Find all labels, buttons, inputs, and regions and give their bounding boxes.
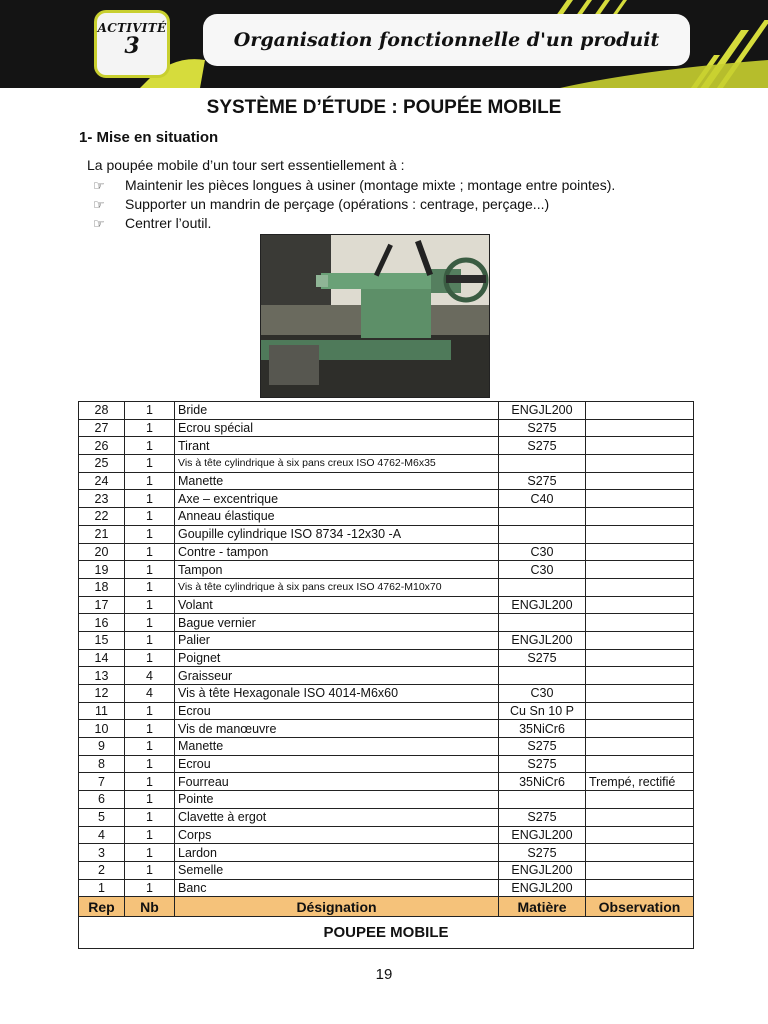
header-designation: Désignation — [175, 897, 499, 917]
table-row — [79, 508, 694, 526]
cell-matiere — [499, 614, 586, 632]
cell-nb: 1 — [125, 649, 175, 667]
cell-observation — [586, 437, 694, 455]
bullet-text: Supporter un mandrin de perçage (opérations : centrage, perçage...) — [125, 196, 550, 212]
cell-nb: 1 — [125, 419, 175, 437]
pointing-hand-icon: ☞ — [93, 216, 105, 231]
tailstock-photo — [260, 234, 490, 398]
cell-observation — [586, 543, 694, 561]
cell-designation: Palier — [175, 631, 499, 649]
cell-rep: 2 — [79, 861, 125, 879]
header-nb: Nb — [125, 897, 175, 917]
cell-matiere: ENGJL200 — [499, 861, 586, 879]
cell-matiere: 35NiCr6 — [499, 720, 586, 738]
pointing-hand-icon: ☞ — [93, 178, 105, 193]
cell-matiere — [499, 578, 586, 596]
cell-designation: Tampon — [175, 561, 499, 579]
table-row — [79, 808, 694, 826]
cell-matiere — [499, 508, 586, 526]
cell-designation: Pointe — [175, 791, 499, 809]
intro-text: La poupée mobile d’un tour sert essentiellement à : — [87, 157, 405, 173]
cell-nb: 1 — [125, 808, 175, 826]
cell-designation: Graisseur — [175, 667, 499, 685]
cell-matiere: 35NiCr6 — [499, 773, 586, 791]
cell-observation — [586, 525, 694, 543]
tailstock-illustration — [261, 235, 489, 397]
table-row — [79, 437, 694, 455]
header-rep: Rep — [79, 897, 125, 917]
cell-nb: 1 — [125, 578, 175, 596]
table-row — [79, 472, 694, 490]
cell-designation: Clavette à ergot — [175, 808, 499, 826]
cell-matiere: C30 — [499, 685, 586, 703]
cell-observation — [586, 861, 694, 879]
cell-rep: 16 — [79, 614, 125, 632]
cell-designation: Volant — [175, 596, 499, 614]
table-row — [79, 543, 694, 561]
cell-nb: 1 — [125, 472, 175, 490]
cell-observation — [586, 720, 694, 738]
cell-designation: Fourreau — [175, 773, 499, 791]
parts-list-table — [78, 401, 694, 949]
table-row — [79, 844, 694, 862]
cell-observation — [586, 578, 694, 596]
cell-matiere: S275 — [499, 808, 586, 826]
cell-nb: 4 — [125, 685, 175, 703]
cell-observation — [586, 631, 694, 649]
cell-rep: 22 — [79, 508, 125, 526]
page-number: 19 — [375, 966, 393, 983]
pointing-hand-icon: ☞ — [93, 197, 105, 212]
cell-nb: 1 — [125, 508, 175, 526]
cell-rep: 27 — [79, 419, 125, 437]
cell-matiere: S275 — [499, 844, 586, 862]
table-row — [79, 631, 694, 649]
header-title-box — [203, 14, 690, 66]
table-header-row — [79, 897, 694, 917]
bullet-list — [93, 176, 615, 233]
cell-nb: 1 — [125, 402, 175, 420]
cell-rep: 19 — [79, 561, 125, 579]
cell-nb: 1 — [125, 490, 175, 508]
table-row — [79, 525, 694, 543]
cell-rep: 18 — [79, 578, 125, 596]
cell-rep: 7 — [79, 773, 125, 791]
table-row — [79, 738, 694, 756]
table-row — [79, 879, 694, 897]
table-row — [79, 614, 694, 632]
cell-matiere: ENGJL200 — [499, 826, 586, 844]
cell-observation — [586, 844, 694, 862]
cell-matiere: S275 — [499, 419, 586, 437]
table-row — [79, 861, 694, 879]
table-row — [79, 578, 694, 596]
header-observation: Observation — [586, 897, 694, 917]
table-row — [79, 826, 694, 844]
cell-designation: Contre - tampon — [175, 543, 499, 561]
cell-observation — [586, 667, 694, 685]
bullet-text: Centrer l’outil. — [125, 215, 212, 231]
cell-rep: 17 — [79, 596, 125, 614]
cell-designation: Anneau élastique — [175, 508, 499, 526]
cell-nb: 1 — [125, 844, 175, 862]
table-row — [79, 667, 694, 685]
cell-nb: 1 — [125, 755, 175, 773]
table-footer-row — [79, 917, 694, 949]
header-band — [0, 0, 768, 88]
cell-observation — [586, 738, 694, 756]
cell-designation: Lardon — [175, 844, 499, 862]
table-row — [79, 455, 694, 473]
cell-observation — [586, 561, 694, 579]
cell-matiere: ENGJL200 — [499, 879, 586, 897]
cell-nb: 1 — [125, 455, 175, 473]
list-item — [93, 214, 615, 233]
cell-designation: Manette — [175, 472, 499, 490]
cell-rep: 1 — [79, 879, 125, 897]
cell-matiere: ENGJL200 — [499, 596, 586, 614]
cell-nb: 1 — [125, 720, 175, 738]
table-row — [79, 402, 694, 420]
bullet-text: Maintenir les pièces longues à usiner (montage mixte ; montage entre pointes). — [125, 177, 616, 193]
cell-observation — [586, 826, 694, 844]
table-row — [79, 490, 694, 508]
cell-observation — [586, 649, 694, 667]
badge-number: 3 — [124, 33, 140, 59]
cell-nb: 1 — [125, 791, 175, 809]
cell-matiere — [499, 525, 586, 543]
page-title: SYSTÈME D’ÉTUDE : POUPÉE MOBILE — [206, 97, 562, 118]
table-row — [79, 419, 694, 437]
cell-rep: 20 — [79, 543, 125, 561]
cell-designation: Vis à tête Hexagonale ISO 4014-M6x60 — [175, 685, 499, 703]
cell-observation — [586, 614, 694, 632]
cell-designation: Ecrou — [175, 702, 499, 720]
cell-rep: 5 — [79, 808, 125, 826]
cell-rep: 11 — [79, 702, 125, 720]
cell-observation — [586, 490, 694, 508]
cell-nb: 4 — [125, 667, 175, 685]
cell-matiere: ENGJL200 — [499, 402, 586, 420]
table-row — [79, 755, 694, 773]
activity-badge — [94, 10, 170, 78]
table-row — [79, 685, 694, 703]
cell-observation — [586, 755, 694, 773]
cell-rep: 15 — [79, 631, 125, 649]
cell-nb: 1 — [125, 861, 175, 879]
cell-observation — [586, 791, 694, 809]
cell-designation: Semelle — [175, 861, 499, 879]
cell-matiere: S275 — [499, 738, 586, 756]
cell-nb: 1 — [125, 525, 175, 543]
list-item — [93, 176, 615, 195]
cell-rep: 28 — [79, 402, 125, 420]
cell-nb: 1 — [125, 437, 175, 455]
cell-designation: Tirant — [175, 437, 499, 455]
cell-matiere: C30 — [499, 561, 586, 579]
cell-designation: Vis de manœuvre — [175, 720, 499, 738]
cell-rep: 6 — [79, 791, 125, 809]
cell-matiere: C30 — [499, 543, 586, 561]
cell-nb: 1 — [125, 738, 175, 756]
cell-matiere — [499, 455, 586, 473]
cell-matiere: S275 — [499, 472, 586, 490]
cell-observation — [586, 808, 694, 826]
cell-rep: 13 — [79, 667, 125, 685]
cell-designation: Ecrou spécial — [175, 419, 499, 437]
cell-rep: 26 — [79, 437, 125, 455]
cell-nb: 1 — [125, 543, 175, 561]
section-title: 1- Mise en situation — [79, 129, 219, 146]
cell-rep: 14 — [79, 649, 125, 667]
header-title: Organisation fonctionnelle d'un produit — [233, 29, 660, 51]
list-item — [93, 195, 615, 214]
cell-matiere: S275 — [499, 649, 586, 667]
cell-matiere: Cu Sn 10 P — [499, 702, 586, 720]
cell-designation: Vis à tête cylindrique à six pans creux ISO 4762-M6x35 — [175, 455, 499, 473]
cell-designation: Corps — [175, 826, 499, 844]
cell-observation — [586, 596, 694, 614]
cell-rep: 25 — [79, 455, 125, 473]
cell-observation: Trempé, rectifié — [586, 773, 694, 791]
cell-observation — [586, 702, 694, 720]
cell-rep: 24 — [79, 472, 125, 490]
cell-rep: 9 — [79, 738, 125, 756]
cell-observation — [586, 455, 694, 473]
cell-designation: Goupille cylindrique ISO 8734 -12x30 -A — [175, 525, 499, 543]
cell-matiere: ENGJL200 — [499, 631, 586, 649]
assembly-name: POUPEE MOBILE — [79, 917, 694, 949]
table-row — [79, 720, 694, 738]
cell-observation — [586, 472, 694, 490]
cell-matiere — [499, 791, 586, 809]
header-matiere: Matière — [499, 897, 586, 917]
cell-designation: Axe – excentrique — [175, 490, 499, 508]
cell-rep: 12 — [79, 685, 125, 703]
cell-matiere: C40 — [499, 490, 586, 508]
cell-designation: Banc — [175, 879, 499, 897]
table-row — [79, 649, 694, 667]
cell-nb: 1 — [125, 879, 175, 897]
cell-rep: 23 — [79, 490, 125, 508]
table-row — [79, 791, 694, 809]
cell-rep: 21 — [79, 525, 125, 543]
cell-matiere: S275 — [499, 437, 586, 455]
cell-designation: Manette — [175, 738, 499, 756]
cell-observation — [586, 419, 694, 437]
cell-nb: 1 — [125, 702, 175, 720]
cell-designation: Poignet — [175, 649, 499, 667]
cell-designation: Vis à tête cylindrique à six pans creux ISO 4762-M10x70 — [175, 578, 499, 596]
cell-observation — [586, 685, 694, 703]
cell-nb: 1 — [125, 561, 175, 579]
cell-observation — [586, 879, 694, 897]
cell-nb: 1 — [125, 614, 175, 632]
cell-rep: 10 — [79, 720, 125, 738]
table-row — [79, 596, 694, 614]
cell-nb: 1 — [125, 826, 175, 844]
table-row — [79, 561, 694, 579]
cell-nb: 1 — [125, 773, 175, 791]
cell-rep: 3 — [79, 844, 125, 862]
table-row — [79, 702, 694, 720]
cell-nb: 1 — [125, 631, 175, 649]
cell-designation: Ecrou — [175, 755, 499, 773]
cell-designation: Bague vernier — [175, 614, 499, 632]
cell-matiere: S275 — [499, 755, 586, 773]
cell-observation — [586, 402, 694, 420]
cell-nb: 1 — [125, 596, 175, 614]
cell-designation: Bride — [175, 402, 499, 420]
cell-matiere — [499, 667, 586, 685]
cell-rep: 8 — [79, 755, 125, 773]
cell-observation — [586, 508, 694, 526]
table-row — [79, 773, 694, 791]
badge-label: ACTIVITÉ — [97, 21, 167, 35]
cell-rep: 4 — [79, 826, 125, 844]
